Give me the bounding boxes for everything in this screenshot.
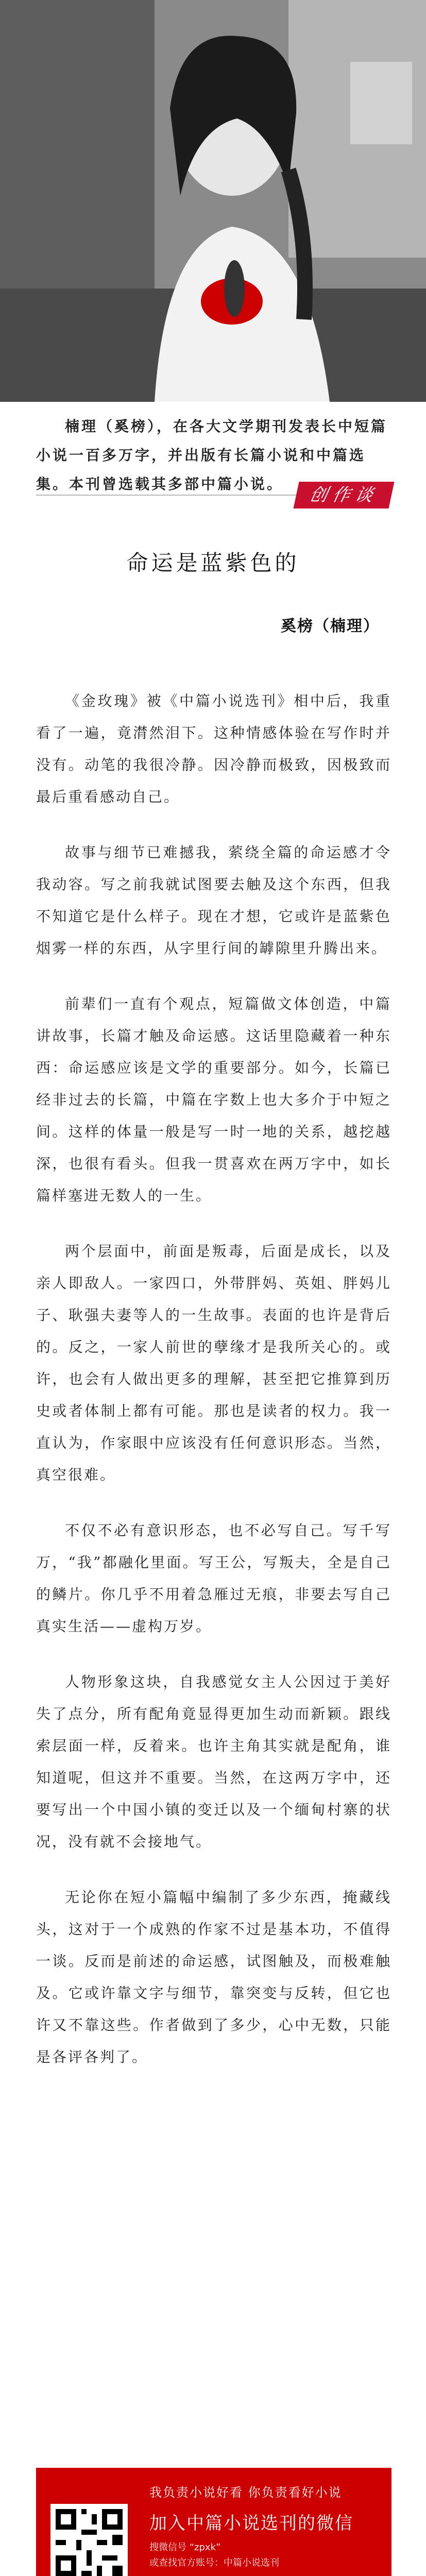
author-bio: 楠理（奚榜），在各大文学期刊发表长中短篇小说一百多万字，并出版有长篇小说和中篇选集。本刊曾选载其多部中篇小说。 bbox=[36, 418, 388, 493]
author-photo bbox=[0, 0, 426, 402]
paragraph: 《金玫瑰》被《中篇小说选刊》相中后，我重看了一遍，竟潸然泪下。这种情感体验在写作时并没有。动笔的我很冷静。因冷静而极致，因极致而最后重看感动自己。 bbox=[36, 692, 391, 805]
footer-official-account: 或查找官方账号：中篇小说选刊 bbox=[149, 2557, 279, 2568]
article-body bbox=[36, 685, 391, 2097]
section-tag: 创作谈 bbox=[293, 482, 394, 509]
paragraph: 无论你在短小篇幅中编制了多少东西，掩藏线头，这对于一个成熟的作家不过是基本功，不值得一谈。反而是前述的命运感，试图触及，而极难触及。它或许靠文字与细节，靠突变与反转，但它也许又不靠这些。作者做到了多少，心中无数，只能是各评各判了。 bbox=[36, 1889, 391, 2065]
footer-wechat-id: 搜微信号 “zpxk” bbox=[149, 2542, 221, 2553]
qr-code[interactable] bbox=[50, 2504, 128, 2576]
paragraph: 前辈们一直有个观点，短篇做文体创造，中篇讲故事，长篇才触及命运感。这话里隐藏着一种东西：命运感应该是文学的重要部分。如今，长篇已经非过去的长篇，中篇在字数上也大多介于中短之间。这样的体量一般是写一时一地的关系，越挖越深，也很有看头。但我一贯喜欢在两万字中，如长篇样塞进无数人的一生。 bbox=[36, 995, 391, 1204]
article-author: 奚榜（楠理） bbox=[281, 617, 380, 635]
subscribe-footer bbox=[36, 2468, 391, 2576]
paragraph: 故事与细节已难撼我，萦绕全篇的命运感才令我动容。写之前我就试图要去触及这个东西，但我不知道它是什么样子。现在才想，它或许是蓝紫色烟雾一样的东西，从字里行间的罅隙里升腾出来。 bbox=[36, 844, 391, 957]
article-title: 命运是蓝紫色的 bbox=[126, 550, 300, 575]
paragraph: 不仅不必有意识形态，也不必写自己。写千写万，“我”都融化里面。写王公，写叛夫，全是自己的鳞片。你几乎不用着急雁过无痕，非要去写自己真实生活——虚构万岁。 bbox=[36, 1522, 391, 1635]
footer-slogan: 我负责小说好看 你负责看好小说 bbox=[149, 2485, 342, 2500]
footer-join-prompt[interactable]: 加入中篇小说选刊的微信 bbox=[149, 2513, 353, 2534]
paragraph: 两个层面中，前面是叛毒，后面是成长，以及亲人即敌人。一家四口，外带胖妈、英姐、胖妈儿子、耿强夫妻等人的一生故事。表面的也许是背后的。反之，一家人前世的孽缘才是我所关心的。或许，也会有人做出更多的理解，甚至把它推算到历史或者体制上都有可能。那也是读者的权力。我一直认为，作家眼中应该没有任何意识形态。当然，真空很难。 bbox=[36, 1243, 391, 1483]
paragraph: 人物形象这块，自我感觉女主人公因过于美好失了点分，所有配角竟显得更加生动而新颖。跟线索层面一样，反着来。也许主角其实就是配角，谁知道呢，但这并不重要。当然，在这两万字中，还要写出一个中国小镇的变迁以及一个缅甸村寨的状况，没有就不会接地气。 bbox=[36, 1673, 391, 1850]
